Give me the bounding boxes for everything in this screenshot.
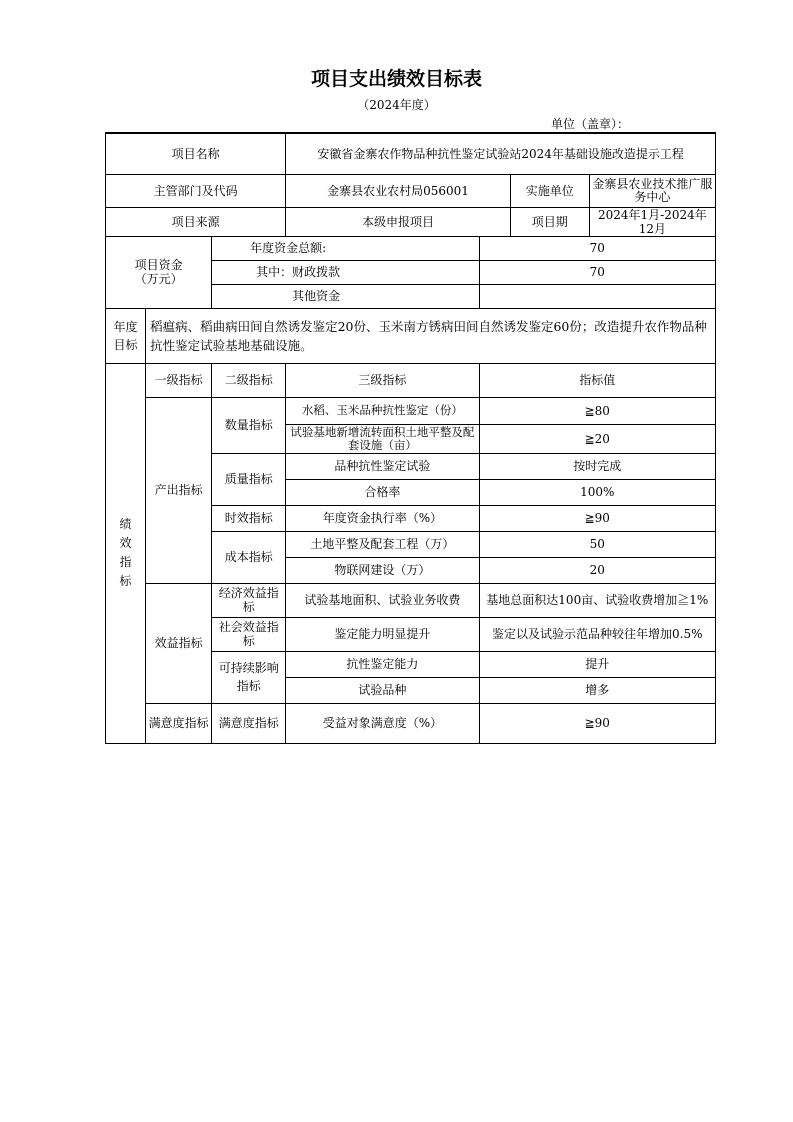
funds-other-value [479,284,715,308]
indicator-name: 年度资金执行率（%） [286,505,479,531]
header-level2: 二级指标 [212,363,286,397]
annual-goal-text: 稻瘟病、稻曲病田间自然诱发鉴定20份、玉米南方锈病田间自然诱发鉴定60份；改造提升农作物品种抗性鉴定试验基地基础设施。 [146,308,716,363]
department-label: 主管部门及代码 [106,174,286,207]
funds-total-label: 年度资金总额: [212,236,479,260]
satisfaction-sub-label: 满意度指标 [212,703,286,743]
indicator-name: 鉴定能力明显提升 [286,617,479,651]
funds-label-text: 项目资金 [134,258,183,272]
indicator-name: 受益对象满意度（%） [286,703,479,743]
indicator-value: 50 [479,531,715,557]
indicator-name: 土地平整及配套工程（万） [286,531,479,557]
performance-indicator-side-label [106,363,146,743]
benefit-indicator-label: 效益指标 [146,583,212,703]
department-row-inner [286,175,715,207]
indicator-value: 按时完成 [479,453,715,479]
social-indicator-label: 社会效益指标 [212,617,286,651]
indicator-value: 20 [479,557,715,583]
timeliness-indicator-label: 时效指标 [212,505,286,531]
funds-fiscal-label: 其中：财政拨款 [212,260,479,284]
satisfaction-indicator-label: 满意度指标 [146,703,212,743]
header-level1: 一级指标 [146,363,212,397]
quality-indicator-label: 质量指标 [212,453,286,505]
indicator-value: 提升 [479,651,715,677]
indicator-value: ≧90 [479,505,715,531]
side-char-4: 标 [119,574,132,588]
quantity-indicator-label: 数量指标 [212,397,286,453]
indicator-value: ≧90 [479,703,715,743]
performance-target-table [105,132,716,744]
header-level3: 三级指标 [286,363,479,397]
project-name-value: 安徽省金寨农作物品种抗性鉴定试验站2024年基础设施改造提示工程 [286,133,716,174]
indicator-name: 物联网建设（万） [286,557,479,583]
indicator-name: 试验品种 [286,677,479,703]
period-label: 项目期 [510,208,589,236]
indicator-name: 品种抗性鉴定试验 [286,453,479,479]
economic-indicator-label: 经济效益指标 [212,583,286,617]
implementer-value: 金寨县农业技术推广服务中心 [592,176,713,204]
implementer-label: 实施单位 [510,175,589,207]
funds-label [106,236,212,308]
indicator-value: 100% [479,479,715,505]
indicator-name: 试验基地面积、试验业务收费 [286,583,479,617]
funds-total-value: 70 [479,236,715,260]
indicator-name: 试验基地新增流转面积土地平整及配套设施（亩） [286,424,479,453]
department-value: 金寨县农业农村局056001 [286,175,510,207]
funds-label-unit: （万元） [134,272,183,286]
indicator-name: 水稻、玉米品种抗性鉴定（份） [286,397,479,424]
indicator-value: 鉴定以及试验示范品种较往年增加0.5% [479,617,715,651]
indicator-name: 合格率 [286,479,479,505]
project-name-label: 项目名称 [106,133,286,174]
indicator-value: ≧80 [479,397,715,424]
indicator-value: 基地总面积达100亩、试验收费增加≧1% [479,583,715,617]
source-row-inner [286,208,715,236]
fiscal-year: （2024年度） [357,98,436,112]
funds-other-label: 其他资金 [212,284,479,308]
source-value: 本级申报项目 [286,208,510,236]
source-label: 项目来源 [106,207,286,236]
sustainable-indicator-label: 可持续影响指标 [212,651,286,703]
header-value: 指标值 [479,363,715,397]
indicator-name: 抗性鉴定能力 [286,651,479,677]
side-char-1: 绩 [119,517,132,531]
period-value: 2024年1月-2024年12月 [597,207,707,236]
cost-indicator-label: 成本指标 [212,531,286,583]
page-title: 项目支出绩效目标表 [310,68,482,90]
output-indicator-label: 产出指标 [146,397,212,583]
indicator-value: ≧20 [479,424,715,453]
indicator-value: 增多 [479,677,715,703]
annual-goal-label [106,308,146,363]
funds-fiscal-value: 70 [479,260,715,284]
annual-goal-label-line1: 年度 [113,319,138,334]
unit-seal-label: 单位（盖章）： [551,117,630,131]
side-char-2: 效 [119,536,132,550]
annual-goal-label-line2: 目标 [113,337,138,352]
side-char-3: 指 [119,555,132,569]
